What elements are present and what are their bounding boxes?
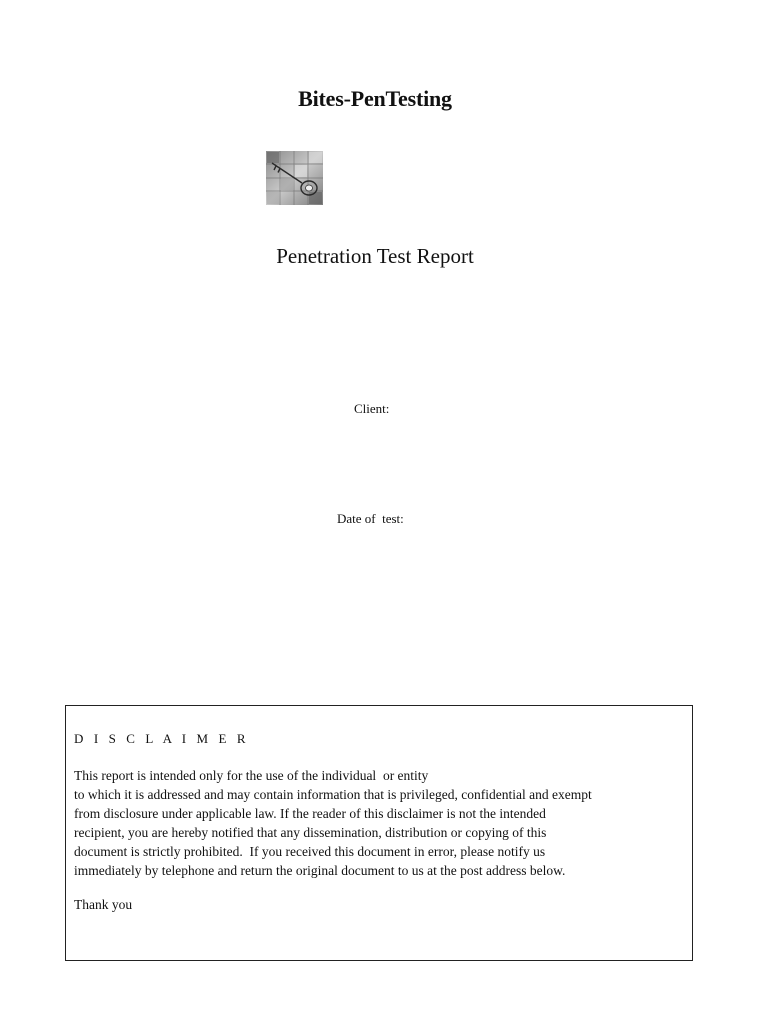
disclaimer-line: recipient, you are hereby notified that any dissemination, distribution or copying of this <box>74 825 547 840</box>
date-of-test-label: Date of test: <box>337 511 404 526</box>
disclaimer-closing: Thank you <box>74 897 133 912</box>
key-puzzle-logo-icon <box>266 151 323 205</box>
disclaimer-body <box>74 766 592 880</box>
disclaimer-box <box>65 705 693 961</box>
disclaimer-line: immediately by telephone and return the original document to us at the post address below. <box>74 863 566 878</box>
disclaimer-line: from disclosure under applicable law. If the reader of this disclaimer is not the intended <box>74 806 546 821</box>
disclaimer-line: document is strictly prohibited. If you received this document in error, please notify us <box>74 844 546 859</box>
client-label: Client: <box>354 401 390 416</box>
disclaimer-line: to which it is addressed and may contain information that is privileged, confidential and exempt <box>74 787 592 802</box>
disclaimer-heading: D I S C L A I M E R <box>74 731 250 746</box>
disclaimer-line: This report is intended only for the use of the individual or entity <box>74 768 429 783</box>
report-title: Penetration Test Report <box>276 244 474 268</box>
company-name: Bites-PenTesting <box>298 86 452 111</box>
